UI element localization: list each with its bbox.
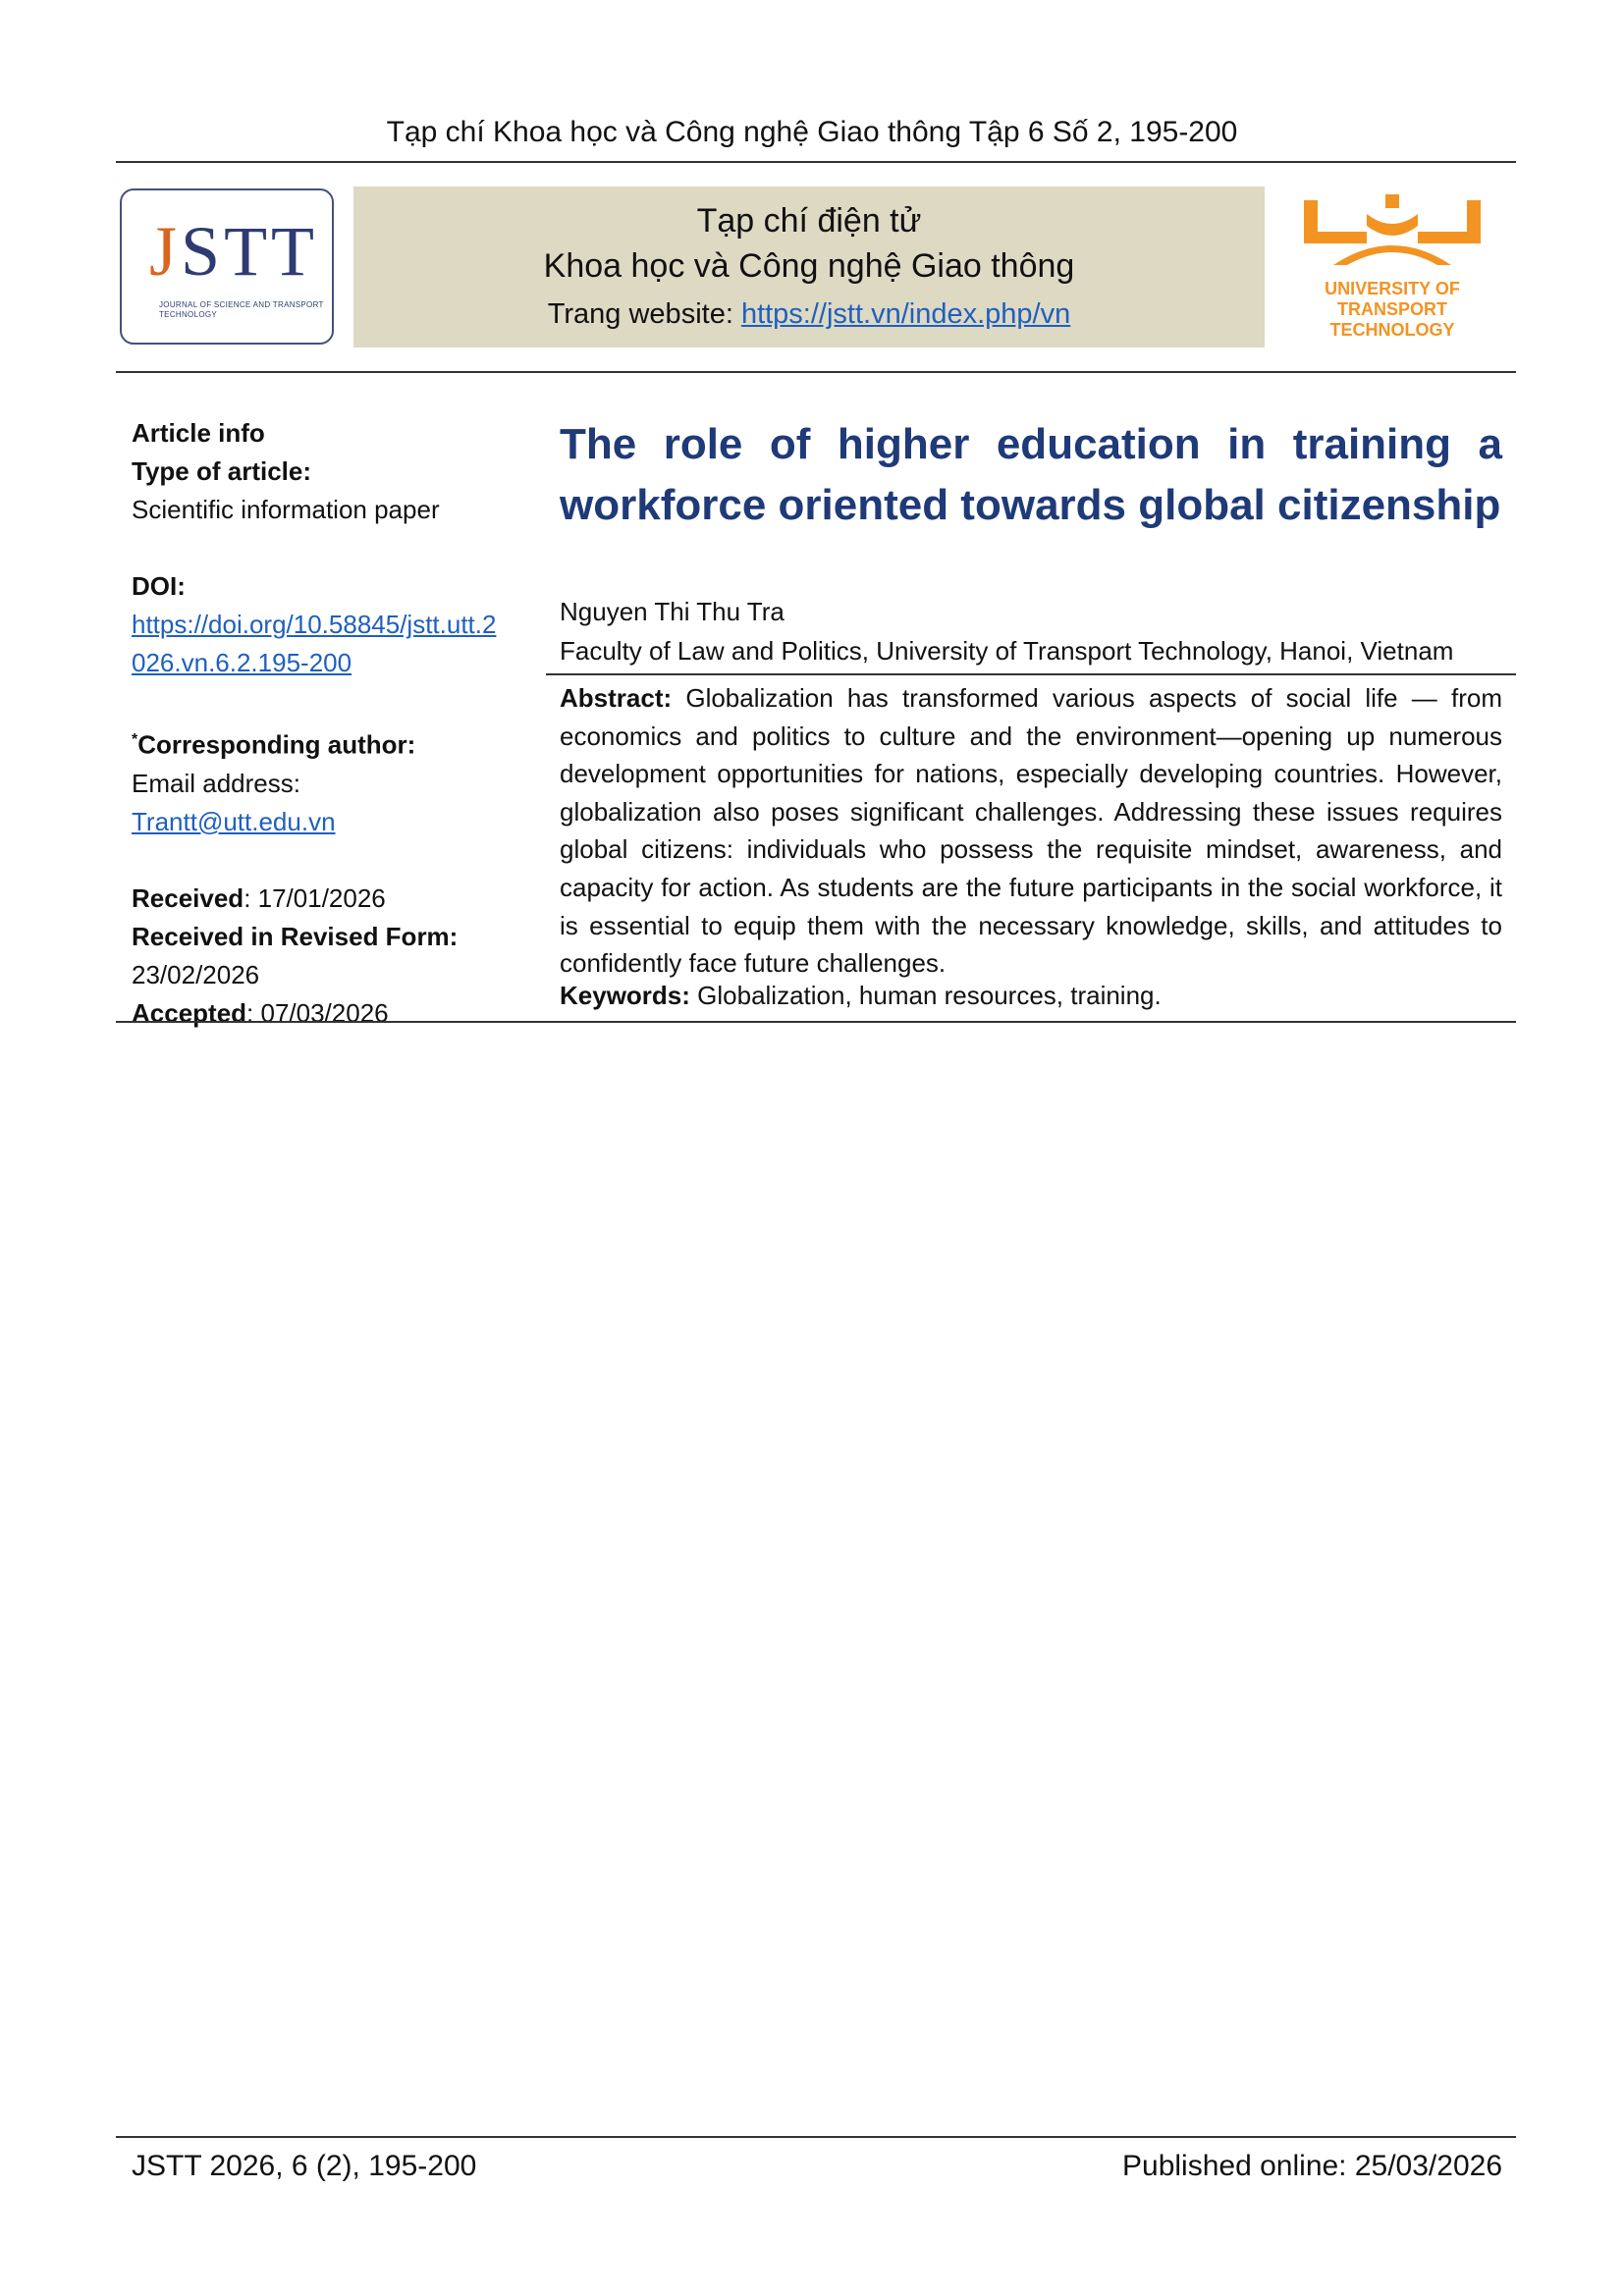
utt-line-3: TECHNOLOGY xyxy=(1329,320,1455,340)
keywords-label: Keywords: xyxy=(560,981,690,1010)
article-title: The role of higher education in training a workforce oriented towards global citizenship xyxy=(560,420,1502,529)
jstt-logo xyxy=(120,188,334,345)
received-date xyxy=(132,880,544,918)
accepted-value: : 07/03/2026 xyxy=(246,997,389,1028)
accepted-date xyxy=(132,994,544,1033)
footer-rule xyxy=(116,2136,1516,2138)
keywords-text: Globalization, human resources, training. xyxy=(689,981,1162,1010)
utt-line-2: TRANSPORT xyxy=(1337,299,1447,319)
type-value: Scientific information paper xyxy=(132,495,440,524)
received-label: Received xyxy=(132,882,244,913)
website-label: Trang website: xyxy=(547,298,741,330)
doi-line-2: 026.vn.6.2.195-200 xyxy=(132,648,352,677)
header-rule xyxy=(116,161,1516,163)
article-info-heading: Article info xyxy=(132,418,265,448)
revised-label: Received in Revised Form: xyxy=(132,921,459,951)
footer-published: Published online: 25/03/2026 xyxy=(1122,2150,1502,2182)
type-label: Type of article: xyxy=(132,456,312,486)
received-value: : 17/01/2026 xyxy=(244,882,386,913)
article-info-panel xyxy=(132,414,544,1033)
keywords xyxy=(560,981,1162,1011)
university-logo-icon xyxy=(1294,187,1490,275)
masthead-rule xyxy=(116,371,1516,373)
abstract-label: Abstract: xyxy=(560,683,673,713)
abstract-text: Globalization has transformed various aspects of social life — from economics and politics to culture and the environment—opening up numerous development opportunities for nations, especially developing countries. However, globalization also poses significant challenges. Addressing these issues requires global citizens: individuals who possess the requisite mindset, awareness, and capacity for action. As students are the future participants in the social workforce, it is essential to equip them with the necessary knowledge, skills, and attitudes to confidently face future challenges. xyxy=(560,683,1502,979)
banner-line-2: Khoa học và Công nghệ Giao thông xyxy=(543,247,1075,285)
corresponding-mark: * xyxy=(132,731,138,748)
abstract xyxy=(560,679,1502,983)
corresponding-label-text: Corresponding author: xyxy=(137,729,416,760)
university-logo xyxy=(1294,187,1490,353)
journal-banner xyxy=(353,187,1265,347)
doi-line-1: https://doi.org/10.58845/jstt.utt.2 xyxy=(132,610,497,639)
banner-line-1: Tạp chí điện tử xyxy=(696,202,922,240)
info-bottom-rule xyxy=(116,1021,1516,1023)
accepted-label: Accepted xyxy=(132,997,247,1028)
author-affiliation: Faculty of Law and Politics, University of Transport Technology, Hanoi, Vietnam xyxy=(560,636,1454,666)
corresponding-author-label xyxy=(132,721,544,765)
author-name: Nguyen Thi Thu Tra xyxy=(560,597,785,626)
revised-value: 23/02/2026 xyxy=(132,959,260,989)
jstt-logo-mark: JSTT xyxy=(149,212,319,291)
banner-website xyxy=(353,298,1265,331)
utt-line-1: UNIVERSITY OF xyxy=(1325,279,1460,298)
jstt-logo-tagline: JOURNAL OF SCIENCE AND TRANSPORT TECHNOLOGY xyxy=(159,300,324,319)
doi-link[interactable] xyxy=(132,606,544,682)
footer-citation: JSTT 2026, 6 (2), 195-200 xyxy=(132,2150,477,2182)
running-header: Tạp chí Khoa học và Công nghệ Giao thông Tập 6 Số 2, 195-200 xyxy=(386,116,1238,148)
university-logo-text xyxy=(1294,279,1490,341)
abstract-rule xyxy=(546,673,1516,675)
email-link[interactable]: Trantt@utt.edu.vn xyxy=(132,806,336,836)
doi-label: DOI: xyxy=(132,571,186,601)
email-label: Email address: xyxy=(132,768,300,798)
website-link[interactable]: https://jstt.vn/index.php/vn xyxy=(740,298,1071,330)
